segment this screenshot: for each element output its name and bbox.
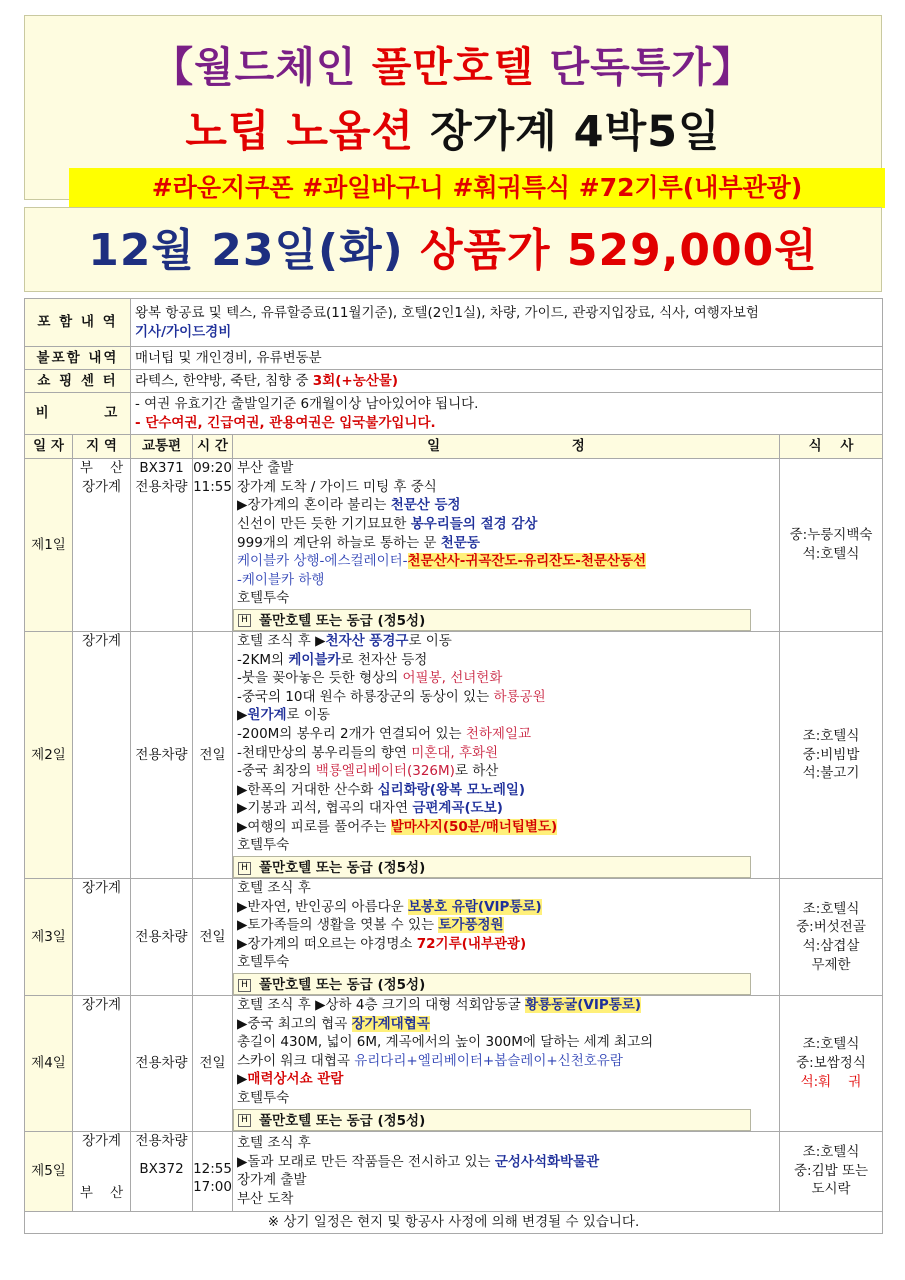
title-banner (24, 15, 882, 200)
time-cell: 전일 (193, 631, 233, 878)
schedule-cell: 호텔 조식 후 ▶상하 4층 크기의 대형 석회암동굴 황룡동굴(VIP통로) ▶중국 최고의 협곡 장가계대협곡 총길이 430M, 넓이 6M, 계곡에서의 높이 300M에 달하는 세계 최고의 스카이 워크 대협곡 유리다리+엘리베이터+봅슬레이+신천호유람 ▶매력상서쇼 관람 호텔투숙 H 풀만호텔 또는 동급 (정5성) (233, 996, 780, 1132)
day-label: 제4일 (25, 996, 73, 1132)
hotel-note: H 풀만호텔 또는 동급 (정5성) (233, 856, 751, 878)
transport-cell: 전용차량 (131, 879, 193, 996)
transport-cell: 전용차량 (131, 631, 193, 878)
departure-date: 12월 23일(화) (88, 225, 421, 276)
col-transport: 교통편 (131, 435, 193, 459)
included-row (25, 299, 883, 347)
included-extra: 기사/가이드경비 (135, 323, 232, 340)
hotel-note: H 풀만호텔 또는 동급 (정5성) (233, 609, 751, 631)
region-cell: 부 산 장가계 (73, 459, 131, 632)
footer-note: ※ 상기 일정은 현지 및 항공사 사정에 의해 변경될 수 있습니다. (25, 1211, 883, 1233)
day-label: 제2일 (25, 631, 73, 878)
day-row-4 (25, 996, 883, 1132)
day-row-3 (25, 879, 883, 996)
region-cell: 장가계 부 산 (73, 1131, 131, 1211)
region-cell: 장가계 (73, 631, 131, 878)
title-line-1: 【월드체인 풀만호텔 단독특가】 (152, 43, 754, 91)
time-cell: 전일 (193, 996, 233, 1132)
shopping-label: 쇼 핑 센 터 (25, 370, 131, 393)
shopping-row (25, 370, 883, 393)
included-label: 포 함 내 역 (25, 299, 131, 347)
region-cell: 장가계 (73, 879, 131, 996)
day-row-2 (25, 631, 883, 878)
col-time: 시 간 (193, 435, 233, 459)
hotel-note: H 풀만호텔 또는 동급 (정5성) (233, 973, 751, 995)
meal-cell: 조:호텔식 중:버섯전골 석:삼겹살 무제한 (780, 879, 883, 996)
meal-cell: 조:호텔식 중:보쌈정식 석:훠 궈 (780, 996, 883, 1132)
excluded-label: 불포함 내역 (25, 347, 131, 370)
region-cell: 장가계 (73, 996, 131, 1132)
hotel-icon: H (238, 1114, 251, 1127)
schedule-cell: 부산 출발 장가계 도착 / 가이드 미팅 후 중식 ▶장가계의 혼이라 불리는 천문산 등정 신선이 만든 듯한 기기묘묘한 봉우리들의 절경 감상 999개의 계단위 하늘로 통하는 문 천문동 케이블카 상행-에스컬레이터-천문산사-귀곡잔도-유리잔도-천문산동선 -케이블카 하행 호텔투숙 H 풀만호텔 또는 동급 (정5성) (233, 459, 780, 632)
included-text: 왕복 항공료 및 텍스, 유류할증료(11월기준), 호텔(2인1실), 차량, 가이드, 관광지입장료, 식사, 여행자보험 (135, 304, 759, 321)
schedule-cell: 호텔 조식 후 ▶반자연, 반인공의 아름다운 보봉호 유람(VIP통로) ▶토가족들의 생활을 엿볼 수 있는 토가풍정원 ▶장가계의 떠오르는 야경명소 72기루(내부관광) 호텔투숙 H 풀만호텔 또는 동급 (정5성) (233, 879, 780, 996)
itinerary-table (24, 298, 883, 1234)
time-cell: 09:20 11:55 (193, 459, 233, 632)
col-meal: 식 사 (780, 435, 883, 459)
col-day: 일 자 (25, 435, 73, 459)
remarks-row (25, 393, 883, 435)
column-header-row (25, 435, 883, 459)
time-cell: 전일 (193, 879, 233, 996)
included-cell (131, 299, 883, 347)
remarks-cell: - 여권 유효기간 출발일기준 6개월이상 남아있어야 됩니다. - 단수여권, 긴급여권, 관용여권은 입국불가입니다. (131, 393, 883, 435)
product-price: 상품가 529,000원 (420, 225, 818, 276)
remarks-label: 비 고 (25, 393, 131, 435)
price-bar (24, 207, 882, 292)
schedule-cell: 호텔 조식 후 ▶돌과 모래로 만든 작품들은 전시하고 있는 군성사석화박물관 장가계 출발 부산 도착 (233, 1131, 780, 1211)
meal-cell: 조:호텔식 중:김밥 또는 도시락 (780, 1131, 883, 1211)
title-line-2: 노팁 노옵션 장가계 4박5일 (185, 107, 721, 157)
day-label: 제1일 (25, 459, 73, 632)
hotel-icon: H (238, 862, 251, 875)
day-row-1 (25, 459, 883, 632)
day-row-5 (25, 1131, 883, 1211)
excluded-text: 매너팁 및 개인경비, 유류변동분 (131, 347, 883, 370)
excluded-row (25, 347, 883, 370)
col-schedule: 일 정 (233, 435, 780, 459)
transport-cell: BX371 전용차량 (131, 459, 193, 632)
transport-cell: 전용차량 (131, 996, 193, 1132)
footer-row (25, 1211, 883, 1233)
hotel-note: H 풀만호텔 또는 동급 (정5성) (233, 1109, 751, 1131)
time-cell: 12:55 17:00 (193, 1131, 233, 1211)
day-label: 제3일 (25, 879, 73, 996)
schedule-cell: 호텔 조식 후 ▶천자산 풍경구로 이동 -2KM의 케이블카로 천자산 등정 -붓을 꽂아놓은 듯한 형상의 어필봉, 선녀헌화 -중국의 10대 원수 하룡장군의 동상이 있는 하룡공원 ▶원가계로 이동 -200M의 봉우리 2개가 연결되어 있는 천하제일교 -천태만상의 봉우리들의 향연 미혼대, 후화원 -중국 최장의 백룡엘리베이터(326M)로 하산 ▶한폭의 거대한 산수화 십리화랑(왕복 모노레일) ▶기봉과 괴석, 협곡의 대자연 금편계곡(도보) ▶여행의 피로를 풀어주는 발마사지(50분/매너팁별도) 호텔투숙 H 풀만호텔 또는 동급 (정5성) (233, 631, 780, 878)
hotel-icon: H (238, 614, 251, 627)
meal-cell: 중:누룽지백숙 석:호텔식 (780, 459, 883, 632)
hotel-icon: H (238, 979, 251, 992)
transport-cell: 전용차량 BX372 (131, 1131, 193, 1211)
day-label: 제5일 (25, 1131, 73, 1211)
hashtag-line: #라운지쿠폰 #과일바구니 #훠궈특식 #72기루(내부관광) (69, 168, 885, 208)
meal-cell: 조:호텔식 중:비빔밥 석:불고기 (780, 631, 883, 878)
col-region: 지 역 (73, 435, 131, 459)
shopping-cell: 라텍스, 한약방, 죽탄, 침향 중 3회(+농산물) (131, 370, 883, 393)
